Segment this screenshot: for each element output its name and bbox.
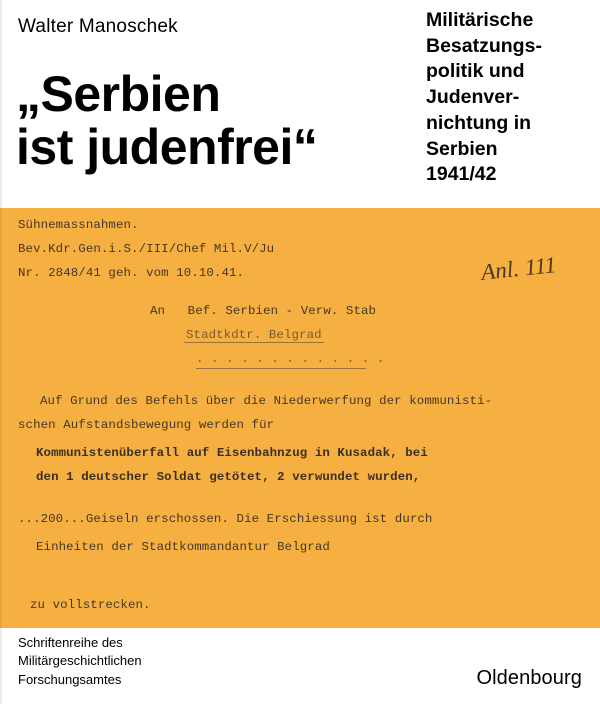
subtitle-line-4: Judenver-: [426, 86, 520, 109]
subtitle-line-5: nichtung in: [426, 111, 532, 134]
doc-line-11: ...200...Geiseln erschossen. Die Erschiessung ist durch: [18, 512, 433, 526]
book-title: [16, 68, 436, 174]
doc-line-9: Kommunistenüberfall auf Eisenbahnzug in Kusadak, bei: [36, 446, 428, 460]
cover-footer: [0, 628, 600, 704]
subtitle-line-6: Serbien: [426, 137, 498, 160]
doc-line-10: den 1 deutscher Soldat getötet, 2 verwundet wurden,: [36, 470, 421, 484]
cover-header: [0, 0, 600, 208]
book-subtitle: [426, 8, 586, 188]
handwritten-annotation: Anl. 111: [479, 252, 558, 285]
author-name: Walter Manoschek: [18, 16, 178, 37]
series-line-2: Militärgeschichtlichen: [18, 653, 142, 669]
doc-line-2: Bev.Kdr.Gen.i.S./III/Chef Mil.V/Ju: [18, 242, 275, 256]
doc-line-4: An Bef. Serbien - Verw. Stab: [150, 304, 377, 318]
series-line-3: Forschungsamtes: [18, 671, 122, 687]
doc-line-12: Einheiten der Stadtkommandantur Belgrad: [36, 540, 330, 554]
series-info: [18, 634, 142, 689]
series-line-1: Schriftenreihe des: [18, 635, 123, 650]
subtitle-line-2: Besatzungs-: [426, 34, 542, 57]
document-facsimile: [0, 208, 600, 628]
doc-line-7: Auf Grund des Befehls über die Niederwerfung der kommunisti-: [40, 394, 493, 408]
doc-line-6: . . . . . . . . . . . . .: [196, 352, 385, 366]
subtitle-line-7: 1941/42: [426, 163, 497, 186]
doc-line-5: Stadtkdtr. Belgrad: [186, 328, 322, 342]
subtitle-line-3: politik und: [426, 60, 525, 83]
title-line-1: „Serbien: [16, 66, 221, 122]
title-line-2: ist judenfrei“: [16, 119, 318, 175]
doc-underline-2: [196, 368, 366, 369]
publisher-name: Oldenbourg: [476, 667, 582, 689]
doc-line-1: Sühnemassnahmen.: [18, 218, 139, 232]
document-typescript: [0, 208, 600, 628]
doc-underline-1: [184, 342, 324, 343]
doc-line-8: schen Aufstandsbewegung werden für: [18, 418, 275, 432]
doc-line-13: zu vollstrecken.: [30, 598, 151, 612]
doc-line-3: Nr. 2848/41 geh. vom 10.10.41.: [18, 266, 245, 280]
subtitle-line-1: Militärische: [426, 9, 534, 31]
